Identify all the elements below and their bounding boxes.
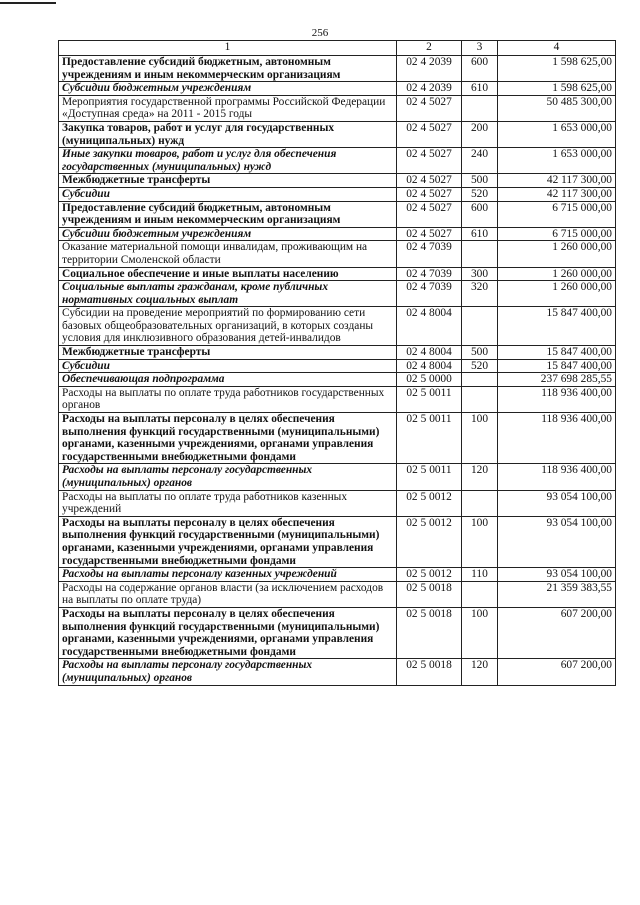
column-header-3: 3 bbox=[462, 41, 498, 56]
row-name: Социальное обеспечение и иные выплаты населению bbox=[59, 267, 397, 281]
row-sum: 50 485 300,00 bbox=[498, 95, 616, 121]
row-sum: 21 359 383,55 bbox=[498, 581, 616, 607]
row-code: 02 4 7039 bbox=[397, 267, 462, 281]
row-sum: 1 260 000,00 bbox=[498, 241, 616, 267]
row-code: 02 4 5027 bbox=[397, 121, 462, 147]
table-row bbox=[59, 281, 616, 307]
row-code: 02 4 2039 bbox=[397, 56, 462, 82]
row-sum: 118 936 400,00 bbox=[498, 413, 616, 464]
row-code: 02 4 5027 bbox=[397, 148, 462, 174]
row-name: Расходы на выплаты по оплате труда работников казенных учреждений bbox=[59, 490, 397, 516]
row-code: 02 4 8004 bbox=[397, 307, 462, 346]
column-header-1: 1 bbox=[59, 41, 397, 56]
row-sum: 118 936 400,00 bbox=[498, 464, 616, 490]
row-name: Предоставление субсидий бюджетным, автономным учреждениям и иным некоммерческим организациям bbox=[59, 201, 397, 227]
row-name: Оказание материальной помощи инвалидам, проживающим на территории Смоленской области bbox=[59, 241, 397, 267]
row-code: 02 5 0012 bbox=[397, 490, 462, 516]
table-row bbox=[59, 187, 616, 201]
row-name: Расходы на выплаты персоналу государственных (муниципальных) органов bbox=[59, 464, 397, 490]
row-name: Межбюджетные трансферты bbox=[59, 346, 397, 360]
table-row bbox=[59, 581, 616, 607]
table-header-row bbox=[59, 41, 616, 56]
row-code: 02 5 0011 bbox=[397, 386, 462, 412]
table-row bbox=[59, 516, 616, 567]
row-code: 02 4 5027 bbox=[397, 187, 462, 201]
row-code: 02 5 0011 bbox=[397, 464, 462, 490]
column-header-4: 4 bbox=[498, 41, 616, 56]
row-name: Закупка товаров, работ и услуг для государственных (муниципальных) нужд bbox=[59, 121, 397, 147]
row-type bbox=[462, 95, 498, 121]
row-code: 02 5 0012 bbox=[397, 568, 462, 582]
row-type: 100 bbox=[462, 607, 498, 658]
table-row bbox=[59, 267, 616, 281]
row-code: 02 4 5027 bbox=[397, 174, 462, 188]
row-sum: 93 054 100,00 bbox=[498, 490, 616, 516]
row-sum: 1 653 000,00 bbox=[498, 121, 616, 147]
row-sum: 6 715 000,00 bbox=[498, 227, 616, 241]
row-type: 120 bbox=[462, 659, 498, 685]
row-sum: 118 936 400,00 bbox=[498, 386, 616, 412]
row-name: Субсидии бюджетным учреждениям bbox=[59, 227, 397, 241]
row-sum: 6 715 000,00 bbox=[498, 201, 616, 227]
table-row bbox=[59, 56, 616, 82]
row-type: 500 bbox=[462, 174, 498, 188]
row-code: 02 5 0000 bbox=[397, 373, 462, 387]
row-type: 300 bbox=[462, 267, 498, 281]
table-row bbox=[59, 241, 616, 267]
table-row bbox=[59, 568, 616, 582]
table-row bbox=[59, 174, 616, 188]
row-type: 110 bbox=[462, 568, 498, 582]
row-name: Субсидии bbox=[59, 359, 397, 373]
budget-table bbox=[58, 40, 616, 686]
table-row bbox=[59, 359, 616, 373]
row-type: 600 bbox=[462, 201, 498, 227]
row-sum: 607 200,00 bbox=[498, 607, 616, 658]
row-name: Иные закупки товаров, работ и услуг для обеспечения государственных (муниципальных) нужд bbox=[59, 148, 397, 174]
row-sum: 15 847 400,00 bbox=[498, 307, 616, 346]
row-code: 02 4 5027 bbox=[397, 95, 462, 121]
row-sum: 1 260 000,00 bbox=[498, 267, 616, 281]
page-number: 256 bbox=[311, 27, 329, 39]
row-sum: 237 698 285,55 bbox=[498, 373, 616, 387]
table-row bbox=[59, 148, 616, 174]
row-type: 100 bbox=[462, 413, 498, 464]
row-type: 500 bbox=[462, 346, 498, 360]
row-name: Мероприятия государственной программы Российской Федерации «Доступная среда» на 2011 - 2015 годы bbox=[59, 95, 397, 121]
row-sum: 15 847 400,00 bbox=[498, 359, 616, 373]
row-name: Обеспечивающая подпрограмма bbox=[59, 373, 397, 387]
table-row bbox=[59, 201, 616, 227]
row-name: Субсидии bbox=[59, 187, 397, 201]
row-type: 520 bbox=[462, 359, 498, 373]
row-code: 02 4 7039 bbox=[397, 241, 462, 267]
row-code: 02 4 5027 bbox=[397, 201, 462, 227]
row-name: Расходы на выплаты персоналу в целях обеспечения выполнения функций государственными (муниципальными) органами, казенными учреждениями, органами управления государственными внебюджетными фондами bbox=[59, 413, 397, 464]
row-name: Субсидии бюджетным учреждениям bbox=[59, 82, 397, 96]
table-row bbox=[59, 659, 616, 685]
row-sum: 93 054 100,00 bbox=[498, 516, 616, 567]
row-type: 240 bbox=[462, 148, 498, 174]
row-sum: 1 598 625,00 bbox=[498, 82, 616, 96]
top-rule bbox=[0, 2, 56, 4]
row-sum: 93 054 100,00 bbox=[498, 568, 616, 582]
row-name: Расходы на выплаты персоналу в целях обеспечения выполнения функций государственными (муниципальными) органами, казенными учреждениями, органами управления государственными внебюджетными фондами bbox=[59, 607, 397, 658]
row-name: Расходы на выплаты персоналу государственных (муниципальных) органов bbox=[59, 659, 397, 685]
row-sum: 1 598 625,00 bbox=[498, 56, 616, 82]
row-type: 200 bbox=[462, 121, 498, 147]
row-code: 02 5 0018 bbox=[397, 659, 462, 685]
table-row bbox=[59, 95, 616, 121]
row-type: 100 bbox=[462, 516, 498, 567]
table-row bbox=[59, 607, 616, 658]
row-name: Расходы на выплаты персоналу казенных учреждений bbox=[59, 568, 397, 582]
row-name: Расходы на содержание органов власти (за исключением расходов на выплаты по оплате труда) bbox=[59, 581, 397, 607]
table-row bbox=[59, 386, 616, 412]
row-type: 600 bbox=[462, 56, 498, 82]
row-sum: 15 847 400,00 bbox=[498, 346, 616, 360]
row-name: Социальные выплаты гражданам, кроме публичных нормативных социальных выплат bbox=[59, 281, 397, 307]
row-name: Расходы на выплаты персоналу в целях обеспечения выполнения функций государственными (муниципальными) органами, казенными учреждениями, органами управления государственными внебюджетными фондами bbox=[59, 516, 397, 567]
row-code: 02 4 7039 bbox=[397, 281, 462, 307]
row-type: 320 bbox=[462, 281, 498, 307]
row-sum: 1 260 000,00 bbox=[498, 281, 616, 307]
row-name: Расходы на выплаты по оплате труда работников государственных органов bbox=[59, 386, 397, 412]
column-header-2: 2 bbox=[397, 41, 462, 56]
row-name: Субсидии на проведение мероприятий по формированию сети базовых общеобразовательных организаций, в которых созданы условия для инклюзивного образования детей-инвалидов bbox=[59, 307, 397, 346]
row-type: 120 bbox=[462, 464, 498, 490]
row-type bbox=[462, 307, 498, 346]
table-row bbox=[59, 82, 616, 96]
table-row bbox=[59, 373, 616, 387]
row-code: 02 5 0018 bbox=[397, 581, 462, 607]
table-row bbox=[59, 490, 616, 516]
table-row bbox=[59, 464, 616, 490]
table-row bbox=[59, 413, 616, 464]
row-type bbox=[462, 490, 498, 516]
table-row bbox=[59, 307, 616, 346]
row-type bbox=[462, 386, 498, 412]
row-type bbox=[462, 241, 498, 267]
row-code: 02 4 8004 bbox=[397, 346, 462, 360]
row-sum: 42 117 300,00 bbox=[498, 187, 616, 201]
row-code: 02 4 2039 bbox=[397, 82, 462, 96]
row-code: 02 4 8004 bbox=[397, 359, 462, 373]
row-type: 520 bbox=[462, 187, 498, 201]
table-row bbox=[59, 227, 616, 241]
row-type: 610 bbox=[462, 227, 498, 241]
row-sum: 1 653 000,00 bbox=[498, 148, 616, 174]
row-type bbox=[462, 581, 498, 607]
row-code: 02 5 0018 bbox=[397, 607, 462, 658]
row-type bbox=[462, 373, 498, 387]
row-code: 02 5 0011 bbox=[397, 413, 462, 464]
row-sum: 607 200,00 bbox=[498, 659, 616, 685]
row-code: 02 5 0012 bbox=[397, 516, 462, 567]
table-row bbox=[59, 346, 616, 360]
row-name: Межбюджетные трансферты bbox=[59, 174, 397, 188]
row-type: 610 bbox=[462, 82, 498, 96]
row-name: Предоставление субсидий бюджетным, автономным учреждениям и иным некоммерческим организациям bbox=[59, 56, 397, 82]
row-sum: 42 117 300,00 bbox=[498, 174, 616, 188]
row-code: 02 4 5027 bbox=[397, 227, 462, 241]
table-row bbox=[59, 121, 616, 147]
